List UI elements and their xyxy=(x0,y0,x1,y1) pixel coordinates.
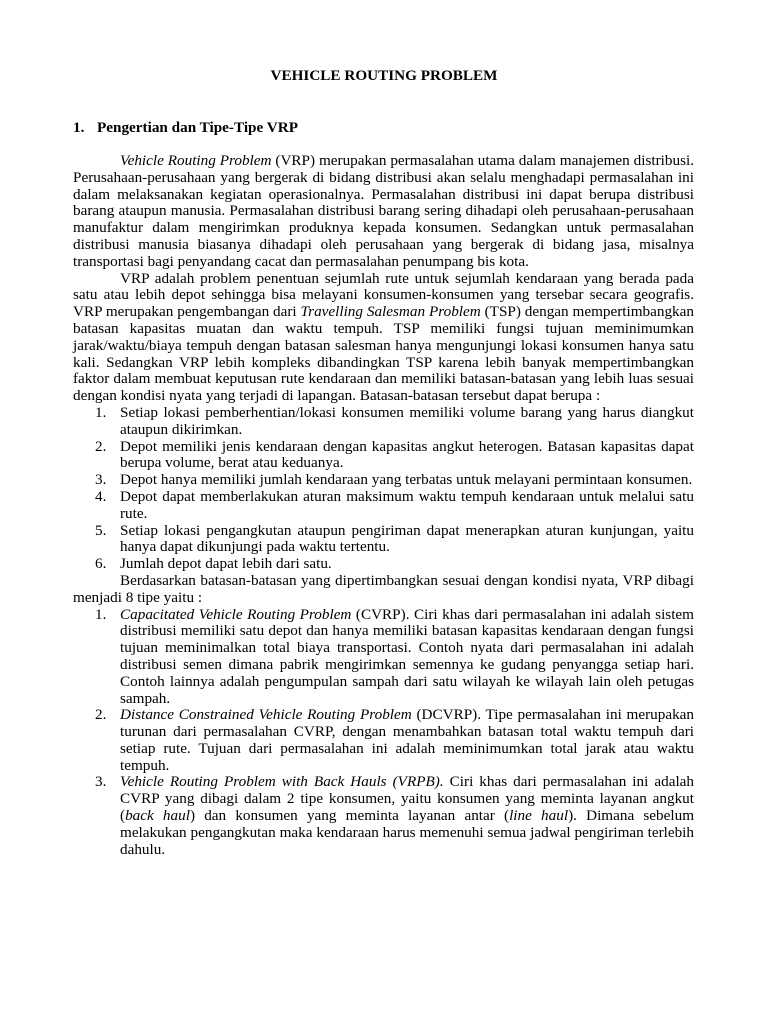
list-item: 4. Depot dapat memberlakukan aturan maksimum waktu tempuh kendaraan untuk melalui satu rute. xyxy=(95,487,694,522)
list-item: 2. Distance Constrained Vehicle Routing Problem (DCVRP). Tipe permasalahan ini merupakan turunan dari permasalahan CVRP, dengan menambahkan batasan total waktu tempuh dari setiap rute. Tujuan dari permasalahan ini adalah meminimumkan total jarak atau waktu tempuh. xyxy=(95,706,694,774)
section-heading xyxy=(73,120,298,137)
constraints-list xyxy=(73,405,694,573)
list-item: 3. Vehicle Routing Problem with Back Hauls (VRPB). Ciri khas dari permasalahan ini adalah CVRP yang dibagi dalam 2 tipe konsumen, yaitu konsumen yang meminta layanan angkut (back haul) dan konsumen yang meminta layanan antar (line haul). Dimana sebelum melakukan pengangkutan maka kendaraan harus memenuhi semua jadwal pengiriman terlebih dahulu. xyxy=(95,773,695,858)
list-item: 2. Depot memiliki jenis kendaraan dengan kapasitas angkut heterogen. Batasan kapasitas dapat berupa volume, berat atau keduanya. xyxy=(95,437,694,472)
section-number: 1. xyxy=(73,119,85,136)
document-title: VEHICLE ROUTING PROBLEM xyxy=(270,67,498,84)
list-item: 3. Depot hanya memiliki jumlah kendaraan yang terbatas untuk melayani permintaan konsumen. xyxy=(95,471,693,489)
list-item: 5. Setiap lokasi pengangkutan ataupun pengiriman dapat menerapkan aturan kunjungan, yaitu hanya dapat dikunjungi pada waktu tertentu. xyxy=(95,521,694,556)
list-item: 6. Jumlah depot dapat lebih dari satu. xyxy=(95,555,332,573)
list-item: 1. Capacitated Vehicle Routing Problem (CVRP). Ciri khas dari permasalahan ini adalah sistem distribusi memiliki satu depot dan hanya memiliki batasan kapasitas kendaraan dengan fungsi tujuan meminimalkan total biaya transportasi. Contoh nyata dari permasalahan ini adalah distribusi semen dimana pabrik mengirimkan semennya ke gudang penyangga setiap hari. Contoh lainnya adalah pengumpulan sampah dari satu wilayah ke wilayah lain oleh petugas sampah. xyxy=(95,605,694,707)
list-item: 1. Setiap lokasi pemberhentian/lokasi konsumen memiliki volume barang yang harus diangkut ataupun dikirimkan. xyxy=(95,403,694,438)
section-heading-text: Pengertian dan Tipe-Tipe VRP xyxy=(97,119,298,136)
document-body xyxy=(73,153,694,858)
paragraph-vrp-types-intro: Berdasarkan batasan-batasan yang dipertimbangkan sesuai dengan kondisi nyata, VRP dibagi menjadi 8 tipe yaitu : xyxy=(73,571,694,606)
vrp-types-list xyxy=(73,607,694,859)
paragraph-vrp-definition: Vehicle Routing Problem (VRP) merupakan permasalahan utama dalam manajemen distribusi. Perusahaan-perusahaan yang bergerak di bidang distribusi akan selalu menghadapi permasalahan ini dalam melaksanakan kegiatan operasionalnya. Permasalahan distribusi ini dapat berupa distribusi barang ataupun manusia. Permasalahan distribusi barang sering dihadapi oleh perusahaan-perusahaan manufaktur dalam mengirimkan produknya kepada konsumen. Sedangkan untuk permasalahan distribusi manusia biasanya dihadapi oleh perusahaan yang bergerak di bidang jasa, misalnya transportasi bagi penyandang cacat dan permasalahan penumpang bis kota. xyxy=(73,152,694,270)
paragraph-vrp-problem: VRP adalah problem penentuan sejumlah rute untuk sejumlah kendaraan yang berada pada satu atau lebih depot sehingga bisa melayani konsumen-konsumen yang tersebar secara geografis. VRP merupakan pengembangan dari Travelling Salesman Problem (TSP) dengan mempertimbangkan batasan kapasitas muatan dan waktu tempuh. TSP memiliki fungsi tujuan meminimumkan jarak/waktu/biaya tempuh dengan batasan salesman hanya mengunjungi lokasi konsumen hanya satu kali. Sedangkan VRP lebih kompleks dibandingkan TSP karena lebih banyak mempertimbangkan faktor dalam membuat keputusan rute kendaraan dan memiliki batasan-batasan yang lebih luas sesuai dengan kondisi nyata yang terjadi di lapangan. Batasan-batasan tersebut dapat berupa : xyxy=(73,269,694,405)
